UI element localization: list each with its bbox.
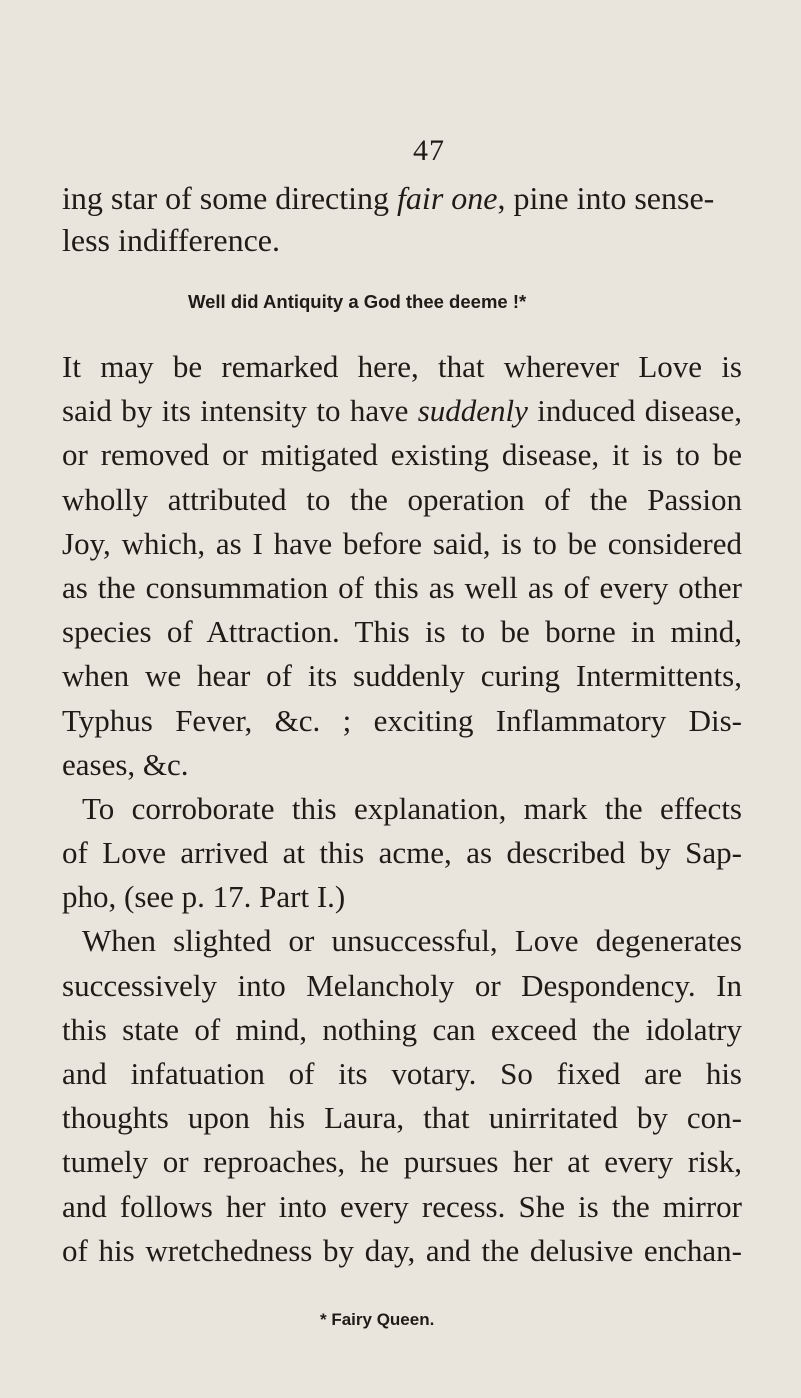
text-line: successively into Melancholy or Despondency. In — [62, 967, 742, 1003]
text-line: When slighted or unsuccessful, Love degenerates — [82, 923, 742, 959]
body-text — [62, 345, 742, 1273]
text-line: when we hear of its suddenly curing Intermittents, — [62, 658, 742, 694]
text-line: eases, &c. — [62, 746, 189, 782]
opening-line-1: ing star of some directing fair one, pine into sense- — [62, 180, 715, 216]
text-line: To corroborate this explanation, mark the effects — [82, 790, 742, 826]
text-line: or removed or mitigated existing disease, it is to be — [62, 437, 742, 473]
text-line: It may be remarked here, that wherever Love is — [62, 349, 742, 384]
motto-quotation: Well did Antiquity a God thee deeme !* — [188, 291, 527, 312]
footnote: * Fairy Queen. — [320, 1310, 435, 1329]
italic-suddenly: suddenly — [417, 393, 528, 429]
page-number: 47 — [413, 134, 445, 167]
text-line: Joy, which, as I have before said, is to be considered — [62, 525, 742, 561]
text-line: said by its intensity to have suddenly induced disease, — [62, 393, 742, 429]
text-line: and infatuation of its votary. So fixed are his — [62, 1056, 742, 1091]
text-line: as the consummation of this as well as of every other — [62, 569, 742, 605]
text-line: of Love arrived at this acme, as described by Sap- — [62, 835, 742, 871]
text-line: of his wretchedness by day, and the delusive enchan- — [62, 1232, 742, 1268]
text-line: thoughts upon his Laura, that unirritated by con- — [62, 1100, 742, 1136]
text-line: Typhus Fever, &c. ; exciting Inflammatory Dis- — [62, 702, 742, 738]
text-line: pho, (see p. 17. Part I.) — [62, 879, 346, 915]
text-line: and follows her into every recess. She is the mirror — [62, 1188, 742, 1224]
italic-fair-one: fair one — [397, 180, 498, 216]
text-line: species of Attraction. This is to be borne in mind, — [62, 614, 742, 650]
text-line: tumely or reproaches, he pursues her at every risk, — [62, 1144, 742, 1180]
text-line: this state of mind, nothing can exceed the idolatry — [62, 1011, 742, 1047]
text-line: wholly attributed to the operation of the Passion — [62, 481, 742, 517]
opening-line-2: less indifference. — [62, 222, 280, 258]
